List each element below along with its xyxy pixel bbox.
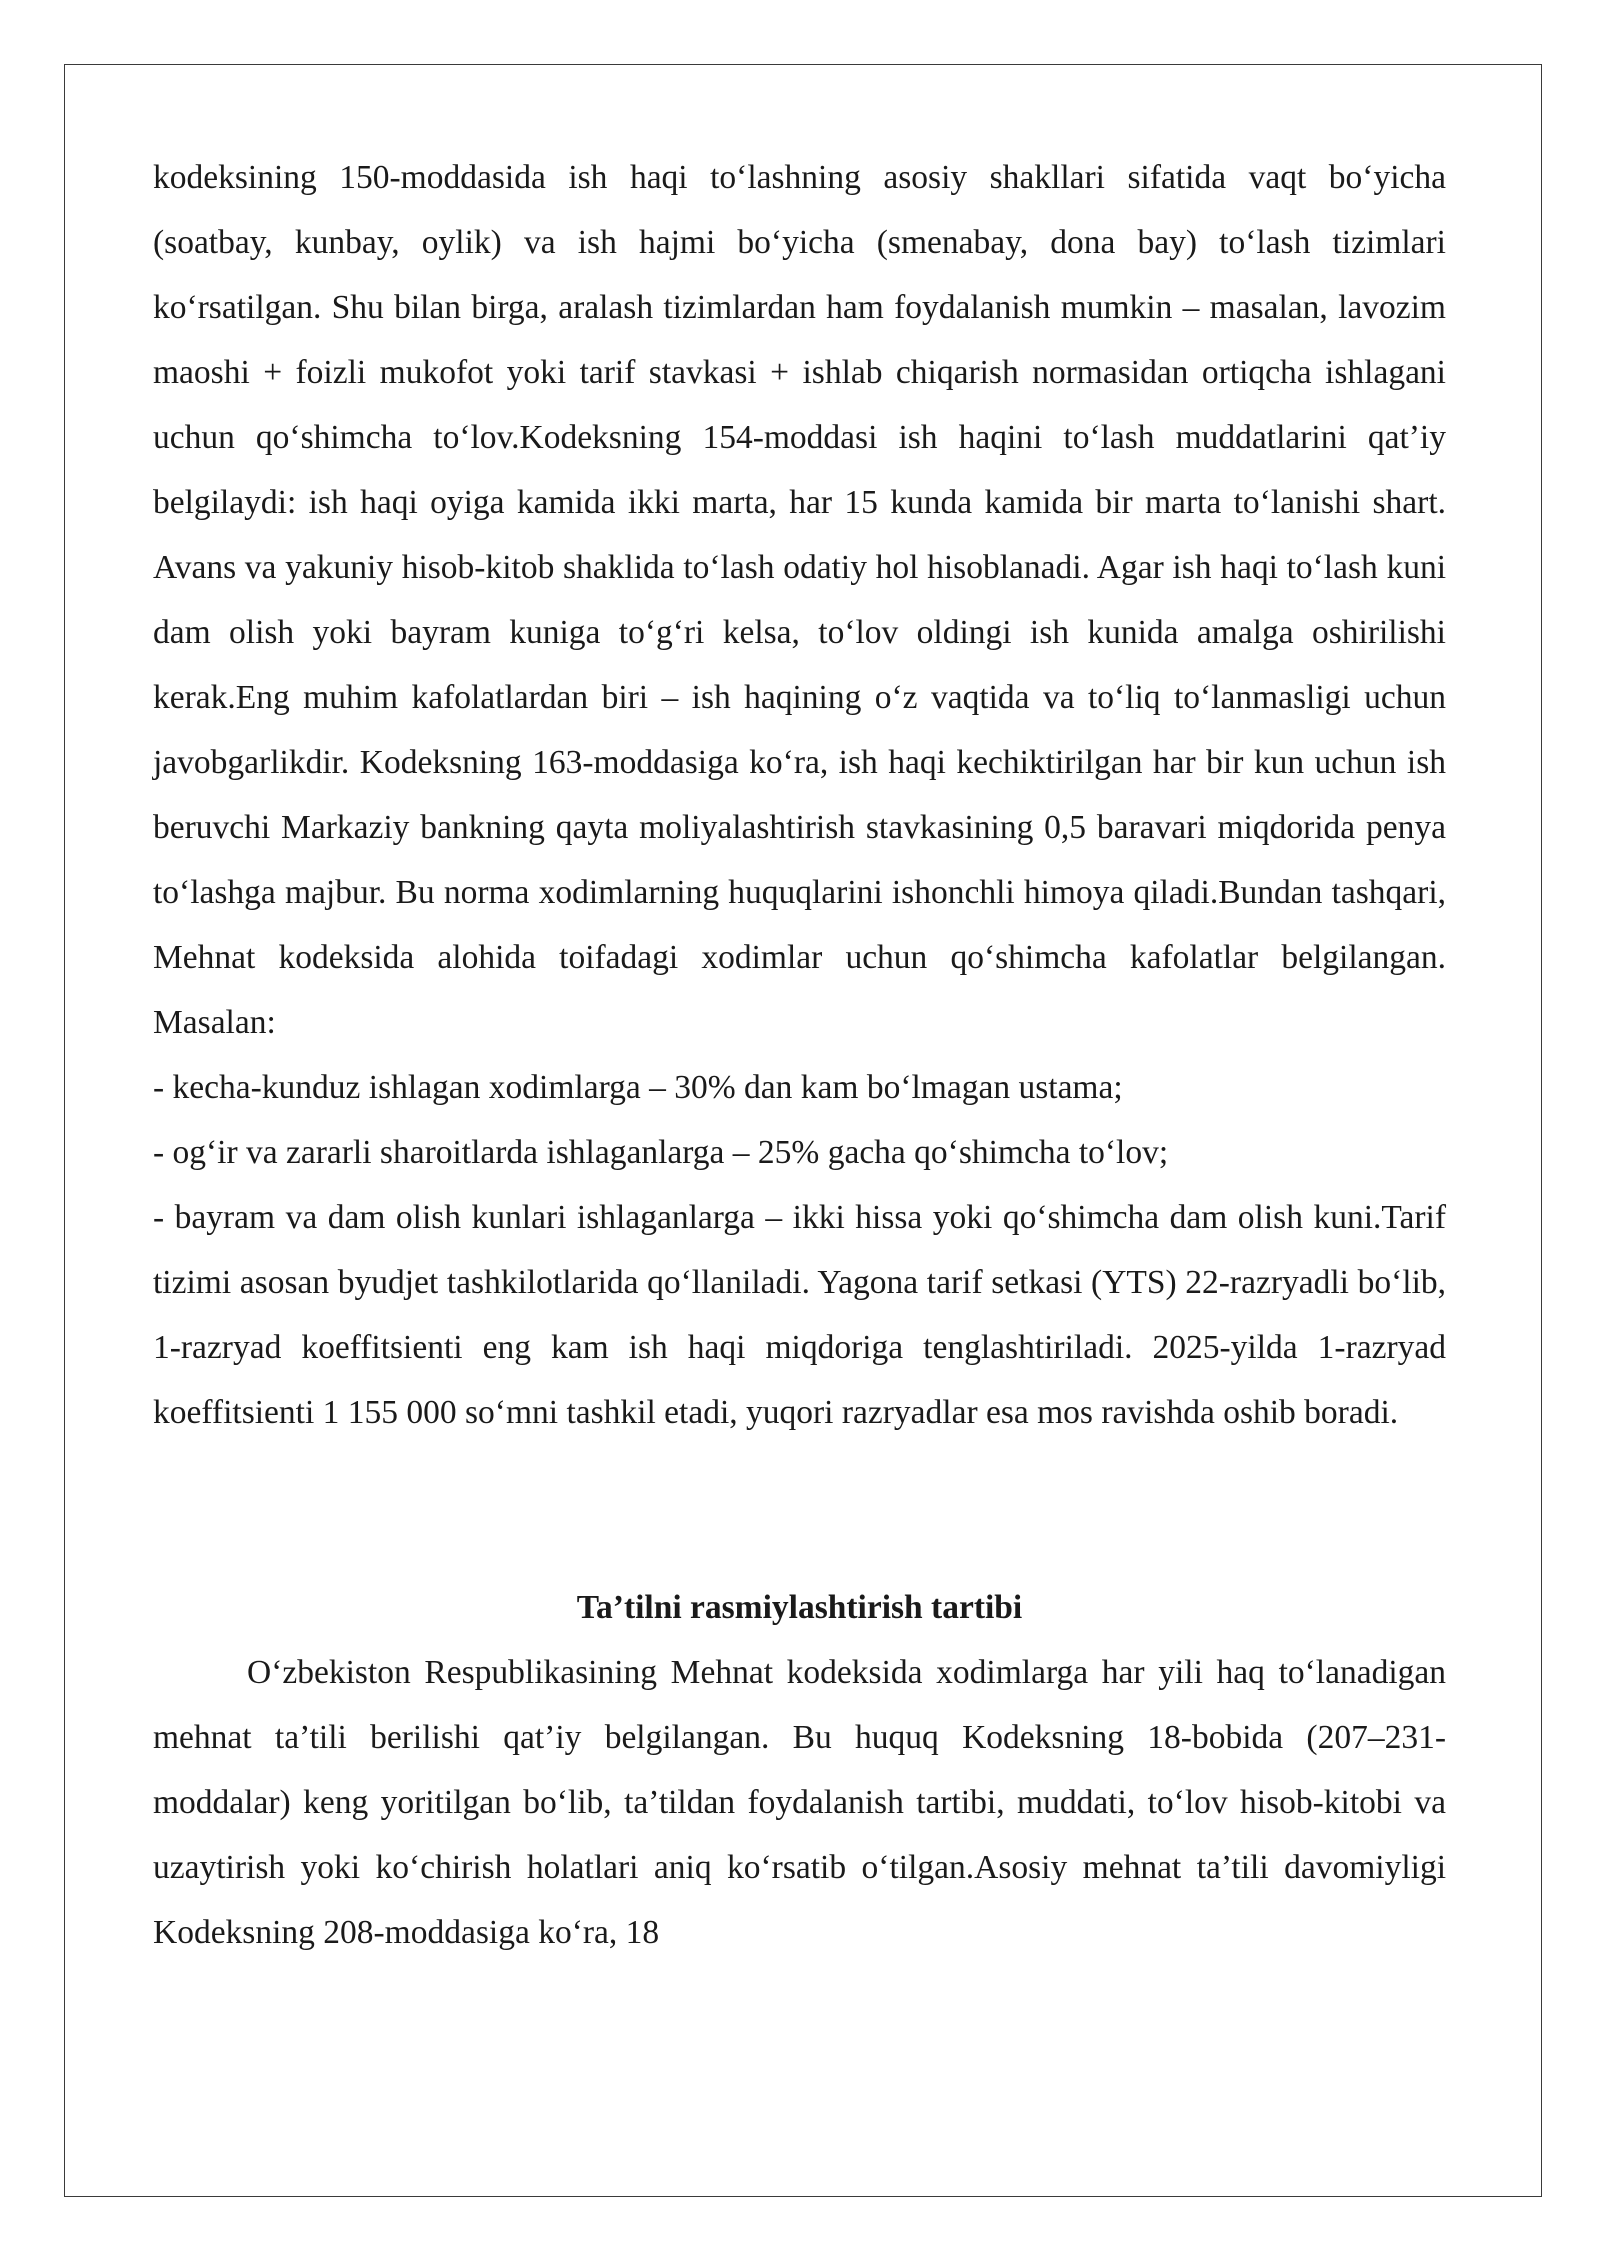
section-heading: Ta’tilni rasmiylashtirish tartibi [576, 1589, 1023, 1626]
list-item: - og‘ir va zararli sharoitlarda ishlaganlarga – 25% gacha qo‘shimcha to‘lov; [153, 1134, 1169, 1171]
body-paragraph: kodeksining 150-moddasida ish haqi to‘lashning asosiy shakllari sifatida vaqt bo‘yicha (soatbay, kunbay, oylik) va ish hajmi bo‘yicha (smenabay, dona bay) to‘lash tizimlari ko‘rsatilgan. Shu bilan birga, aralash tizimlardan ham foydalanish mumkin – masalan, lavozim maoshi + foizli mukofot yoki tarif stavkasi + ishlab chiqarish normasidan ortiqcha ishlagani uchun qo‘shimcha to‘lov.Kodeksning 154-moddasi ish haqini to‘lash muddatlarini qat’iy belgilaydi: ish haqi oyiga kamida ikki marta, har 15 kunda kamida bir marta to‘lanishi shart. Avans va yakuniy hisob-kitob shaklida to‘lash odatiy hol hisoblanadi. Agar ish haqi to‘lash kuni dam olish yoki bayram kuniga to‘g‘ri kelsa, to‘lov oldingi ish kunida amalga oshirilishi kerak.Eng muhim kafolatlardan biri – ish haqining o‘z vaqtida va to‘liq to‘lanmasligi uchun javobgarlikdir. Kodeksning 163-moddasiga ko‘ra, ish haqi kechiktirilgan har bir kun uchun ish beruvchi Markaziy bankning qayta moliyalashtirish stavkasining 0,5 baravari miqdorida penya to‘lashga majbur. Bu norma xodimlarning huquqlarini ishonchli himoya qiladi.Bundan tashqari, Mehnat kodeksida alohida toifadagi xodimlar uchun qo‘shimcha kafolatlar belgilangan. Masalan: [153, 159, 1446, 1041]
document-body [153, 145, 1446, 1965]
list-item: - bayram va dam olish kunlari ishlaganlarga – ikki hissa yoki qo‘shimcha dam olish kuni.Tarif tizimi asosan byudjet tashkilotlarida qo‘llaniladi. Yagona tarif setkasi (YTS) 22-razryadli bo‘lib, 1-razryad koeffitsienti eng kam ish haqi miqdoriga tenglashtiriladi. 2025-yilda 1-razryad koeffitsienti 1 155 000 so‘mni tashkil etadi, yuqori razryadlar esa mos ravishda oshib boradi. [153, 1199, 1446, 1431]
section-spacer [153, 1445, 1446, 1575]
list-item: - kecha-kunduz ishlagan xodimlarga – 30% dan kam bo‘lmagan ustama; [153, 1069, 1123, 1106]
body-paragraph: O‘zbekiston Respublikasining Mehnat kodeksida xodimlarga har yili haq to‘lanadigan mehnat ta’tili berilishi qat’iy belgilangan. Bu huquq Kodeksning 18-bobida (207–231-moddalar) keng yoritilgan bo‘lib, ta’tildan foydalanish tartibi, muddati, to‘lov hisob-kitobi va uzaytirish yoki ko‘chirish holatlari aniq ko‘rsatib o‘tilgan.Asosiy mehnat ta’tili davomiyligi Kodeksning 208-moddasiga ko‘ra, 18 [153, 1654, 1446, 1951]
